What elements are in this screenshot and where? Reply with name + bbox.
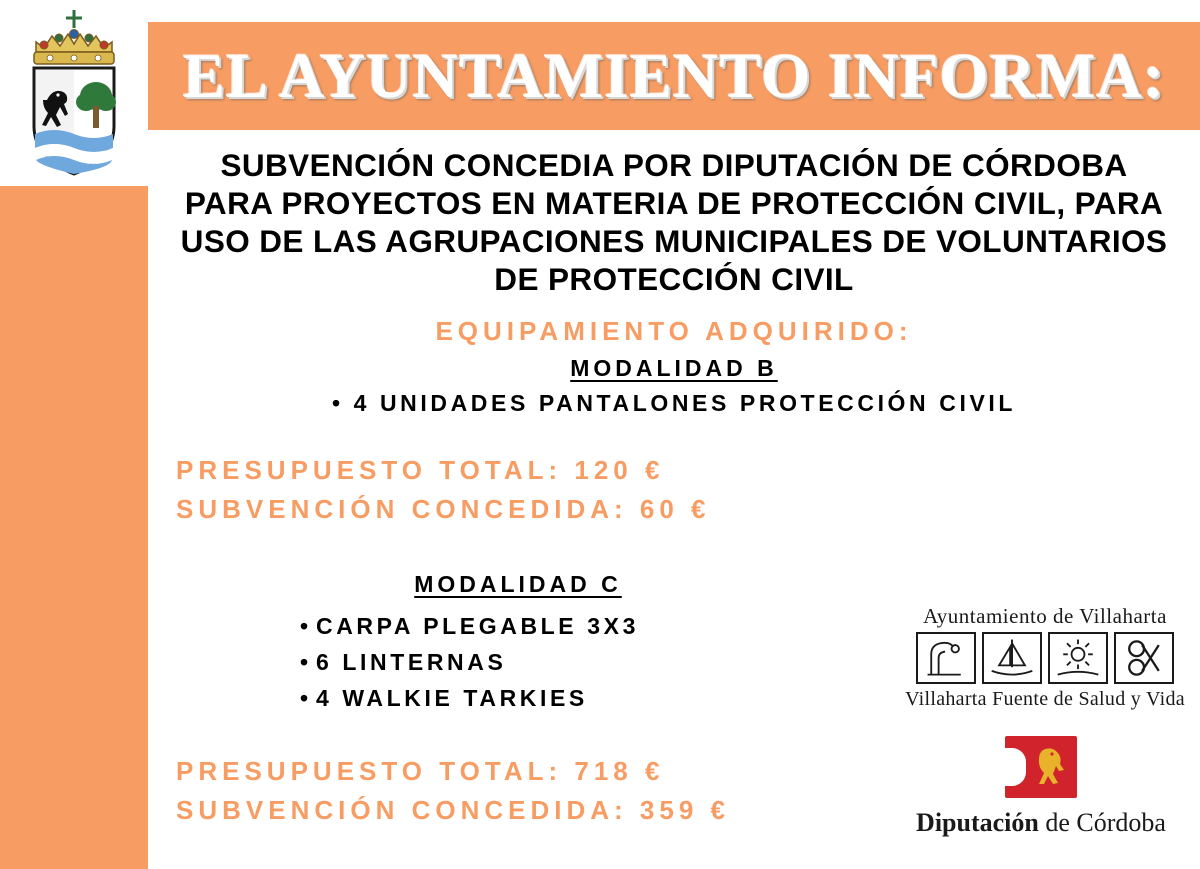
list-item [148,644,888,680]
sailboat-icon [982,632,1042,684]
villaharta-logo-top-text: Ayuntamiento de Villaharta [923,604,1167,628]
bullet-icon: • [300,649,309,675]
diputacion-name-bold: Diputación [916,808,1039,837]
modalidad-b-presupuesto: PRESUPUESTO TOTAL: 120 € [176,455,665,485]
diputacion-mark-icon [1005,736,1077,798]
list-item-label: 4 WALKIE TARKIES [316,685,588,711]
modalidad-b-label: MODALIDAD B [570,355,778,381]
modalidad-b-budget [148,451,1200,529]
content-area [148,138,1200,869]
page-title: EL AYUNTAMIENTO INFORMA: [183,41,1165,111]
equipment-section-title: EQUIPAMIENTO ADQUIRIDO: [435,316,913,346]
modalidad-c-item-list [148,608,888,716]
subvention-heading: SUBVENCIÓN CONCEDIA POR DIPUTACIÓN DE CÓRDOBA PARA PROYECTOS EN MATERIA DE PROTECCIÓN CIVIL, PARA USO DE LAS AGRUPACIONES MUNICIPALES DE VOLUNTARIOS DE PROTECCIÓN CIVIL [180,147,1168,297]
list-item [148,680,888,716]
bullet-icon: • [300,685,309,711]
diputacion-logo-text [910,808,1172,838]
list-item [148,608,888,644]
modalidad-c-section [148,571,888,598]
modalidad-b-subvencion: SUBVENCIÓN CONCEDIDA: 60 € [176,494,711,524]
list-item-label: 6 LINTERNAS [316,649,507,675]
villaharta-logo [904,604,1186,711]
diputacion-logo [910,736,1172,838]
villaharta-logo-icon-row [904,632,1186,684]
modalidad-b-item: • 4 UNIDADES PANTALONES PROTECCIÓN CIVIL [331,390,1017,416]
villaharta-coat-of-arms-icon [14,8,134,180]
diputacion-name-rest: de Córdoba [1038,808,1166,837]
bullet-icon: • [300,613,309,639]
modalidad-c-label: MODALIDAD C [414,571,622,597]
modalidad-c-subvencion: SUBVENCIÓN CONCEDIDA: 359 € [176,795,730,825]
list-item-label: CARPA PLEGABLE 3X3 [316,613,639,639]
sunrise-landscape-icon [1048,632,1108,684]
abstract-figure-icon [1114,632,1174,684]
modalidad-c-presupuesto: PRESUPUESTO TOTAL: 718 € [176,756,665,786]
villaharta-logo-bottom-text: Villaharta Fuente de Salud y Vida [905,688,1185,710]
fountain-icon [916,632,976,684]
